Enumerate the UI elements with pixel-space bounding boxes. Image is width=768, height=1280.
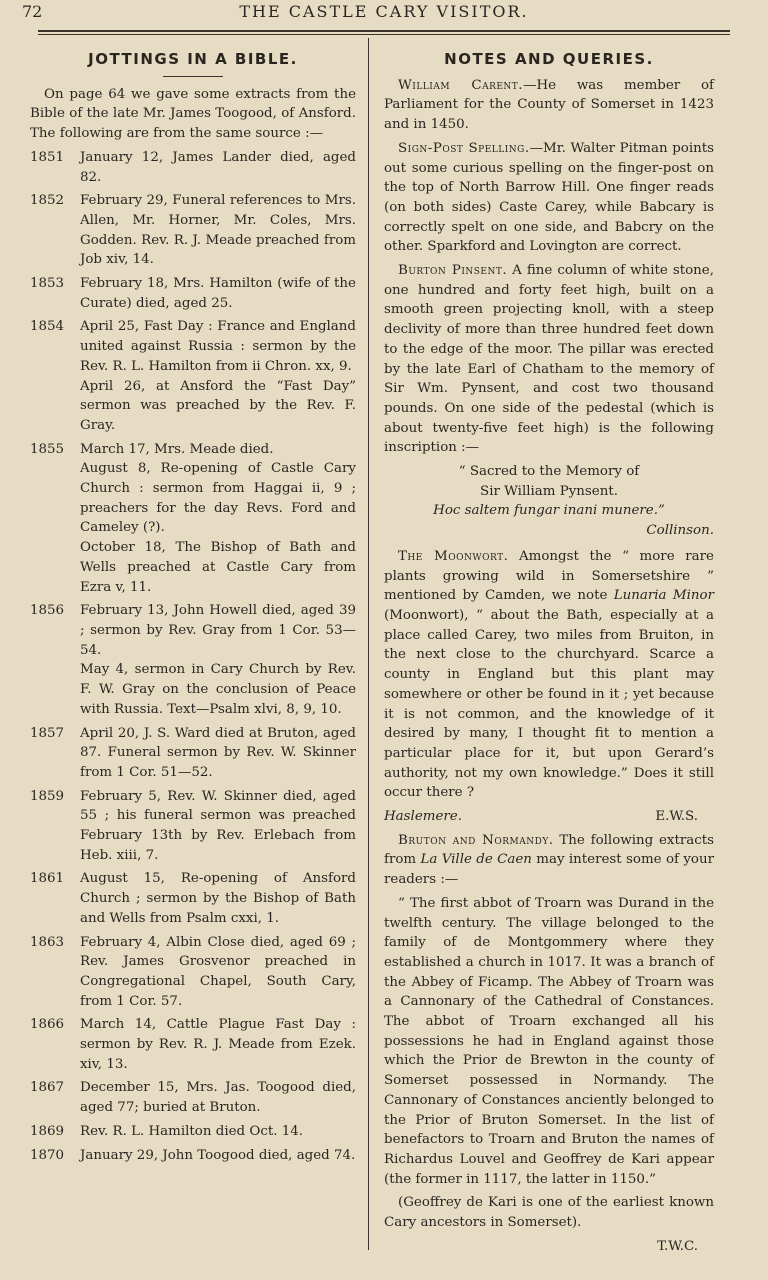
diary-entry bbox=[30, 1122, 356, 1142]
entry-text bbox=[80, 601, 356, 719]
entry-line: August 15, Re-opening of Ansford Church ; sermon by the Bishop of Bath and Wells from Psalm cxxi, 1. bbox=[80, 871, 356, 926]
note-body: Amongst the “ more rare plants growing wild in Somersetshire ” mentioned by Camden, we note bbox=[384, 548, 714, 604]
entry-year: 1867 bbox=[30, 1080, 65, 1096]
moonwort-signoff bbox=[384, 807, 714, 827]
entry-year: 1856 bbox=[30, 603, 65, 619]
entry-year: 1870 bbox=[30, 1147, 65, 1163]
diary-entry bbox=[30, 1146, 356, 1166]
latin-name: Lunaria Minor bbox=[613, 588, 714, 604]
note-body: A fine column of white stone, one hundred and forty feet high, built on a smooth green projecting knoll, with a steep declivity of more than three hundred feet down to the edge of the moor. The pillar was erected by the late Earl of Chatham to the memory of Sir Wm. Pynsent, and cost two thousand pounds. On one side of the pedestal (which is about twenty-five feet high) is the following inscription :— bbox=[384, 263, 714, 456]
entry-text bbox=[80, 191, 356, 270]
entry-text bbox=[80, 440, 356, 598]
entry-year: 1852 bbox=[30, 193, 65, 209]
note-carent bbox=[384, 76, 714, 135]
entry-text bbox=[80, 787, 356, 866]
bruton-note: (Geoffrey de Kari is one of the earliest known Cary ancestors in Somerset). bbox=[384, 1195, 714, 1231]
note-head: William Carent. bbox=[398, 77, 524, 93]
entry-line: February 4, Albin Close died, aged 69 ; Rev. James Grosvenor preached in Congregational Chapel, South Cary, from 1 Cor. 57. bbox=[80, 934, 356, 1009]
signoff-place: Haslemere. bbox=[384, 809, 462, 825]
entry-year: 1854 bbox=[30, 319, 65, 335]
inscription-attribution: Collinson. bbox=[646, 523, 714, 539]
entry-line: February 29, Funeral references to Mrs. Allen, Mr. Horner, Mr. Coles, Mrs. Godden. Rev. R. J. Meade preached from Job xiv, 14. bbox=[80, 193, 356, 268]
diary-entry bbox=[30, 787, 356, 866]
header-rule bbox=[38, 30, 730, 32]
entry-text bbox=[80, 274, 356, 313]
diary-entry bbox=[30, 1015, 356, 1074]
entry-line: October 18, The Bishop of Bath and Wells preached at Castle Cary from Ezra v, 11. bbox=[80, 540, 356, 595]
diary-entry bbox=[30, 1078, 356, 1117]
entry-year: 1859 bbox=[30, 788, 65, 804]
article-title-notes: NOTES AND QUERIES. bbox=[444, 50, 654, 68]
note-head: Sign-Post Spelling. bbox=[398, 140, 530, 156]
note-head: Burton Pinsent. bbox=[398, 263, 508, 279]
inscription-line-1: “ Sacred to the Memory of bbox=[458, 464, 640, 480]
entry-list bbox=[30, 148, 356, 1165]
left-column bbox=[30, 38, 356, 1169]
note-pinsent bbox=[384, 261, 714, 458]
entry-line: January 29, John Toogood died, aged 74. bbox=[80, 1147, 356, 1163]
note-body: The following extracts from bbox=[384, 832, 715, 868]
note-head: Bruton and Normandy. bbox=[398, 832, 554, 848]
diary-entry bbox=[30, 724, 356, 783]
entry-line: March 14, Cattle Plague Fast Day : sermon by Rev. R. J. Meade from Ezek. xiv, 13. bbox=[80, 1017, 356, 1072]
entry-year: 1861 bbox=[30, 871, 65, 887]
column-divider bbox=[368, 38, 369, 1250]
diary-entry bbox=[30, 317, 356, 435]
entry-text bbox=[80, 1122, 356, 1142]
diary-entry bbox=[30, 869, 356, 928]
note-bruton bbox=[384, 831, 714, 890]
entry-line: May 4, sermon in Cary Church by Rev. F. W. Gray on the conclusion of Peace with Russia. Text—Psalm xlvi, 8, 9, 10. bbox=[80, 662, 356, 717]
entry-line: February 13, John Howell died, aged 39 ; sermon by Rev. Gray from 1 Cor. 53—54. bbox=[80, 603, 356, 658]
entry-text bbox=[80, 1146, 356, 1166]
diary-entry bbox=[30, 440, 356, 598]
intro-paragraph: On page 64 we gave some extracts from the Bible of the late Mr. James Toogood, of Ansford. The following are from the same source :— bbox=[30, 86, 356, 142]
title-rule bbox=[163, 76, 223, 77]
diary-entry bbox=[30, 148, 356, 187]
entry-text bbox=[80, 933, 356, 1012]
note-body: —He was member of Parliament for the County of Somerset in 1423 and in 1450. bbox=[384, 77, 714, 133]
entry-line: February 5, Rev. W. Skinner died, aged 55 ; his funeral sermon was preached February 13th by Rev. Erlebach from Heb. xiii, 7. bbox=[80, 788, 356, 863]
running-title: THE CASTLE CARY VISITOR. bbox=[239, 2, 529, 21]
entry-text bbox=[80, 1015, 356, 1074]
diary-entry bbox=[30, 933, 356, 1012]
entry-line: December 15, Mrs. Jas. Toogood died, aged 77; buried at Bruton. bbox=[80, 1080, 356, 1116]
entry-year: 1869 bbox=[30, 1123, 65, 1139]
inscription-line-3: Hoc saltem fungar inani munere.” bbox=[433, 503, 665, 519]
entry-text bbox=[80, 148, 356, 187]
note-body-2: (Moonwort), “ about the Bath, especially at a place called Carey, two miles from Bruiton, in the next close to the churchyard. Scarce a county in England but this plant may somewhere or other be found in it ; yet because it is not common, and the knowledge of it desired by many, I thought fit to mention a particular place for it, but upon Gerard’s authority, not my own knowledge.” Does it still occur there ? bbox=[384, 607, 714, 801]
entry-year: 1857 bbox=[30, 725, 65, 741]
note-body: —Mr. Walter Pitman points out some curious spelling on the finger-post on the top of North Barrow Hill. One finger reads (on both sides) Caste Carey, while Babcary is correctly spelt on one side, and Babcry on the other. Sparkford and Lovington are correct. bbox=[384, 140, 714, 255]
entry-year: 1863 bbox=[30, 934, 65, 950]
entry-year: 1851 bbox=[30, 149, 65, 165]
inscription-line-2: Sir William Pynsent. bbox=[480, 483, 618, 499]
entry-year: 1853 bbox=[30, 276, 65, 292]
diary-entry bbox=[30, 601, 356, 719]
page-number: 72 bbox=[22, 2, 43, 21]
entry-line: March 17, Mrs. Meade died. bbox=[80, 441, 274, 457]
entry-line: January 12, James Lander died, aged 82. bbox=[80, 149, 356, 185]
page-header bbox=[0, 0, 768, 28]
diary-entry bbox=[30, 191, 356, 270]
note-moonwort bbox=[384, 547, 714, 803]
note-head: The Moonwort. bbox=[398, 548, 509, 564]
diary-entry bbox=[30, 274, 356, 313]
source-title: La Ville de Caen bbox=[420, 852, 532, 868]
bruton-quote: “ The first abbot of Troarn was Durand in the twelfth century. The village belonged to the family of de Montgommery where they established a church in 1017. It was a branch of the Abbey of Ficamp. The Abbey of Troarn was a Cannonary of the Cathedral of Constances. The abbot of Troarn exchanged all his possessions he had in England against those which the Prior de Brewton in the county of Somerset possessed in Normandy. The Cannonary of Constances anciently belonged to the Prior of Bruton Somerset. In the list of benefactors to Troarn and Bruton the names of Richardus Louvel and Geoffrey de Kari appear (the former in 1117, the latter in 1150.” bbox=[384, 895, 714, 1187]
header-rule-thin bbox=[38, 34, 730, 35]
right-column bbox=[384, 38, 714, 1260]
entry-line: April 20, J. S. Ward died at Bruton, aged 87. Funeral sermon by Rev. W. Skinner from 1 Cor. 51—52. bbox=[80, 725, 356, 780]
entry-line: April 25, Fast Day : France and England united against Russia : sermon by the Rev. R. L. Hamilton from ii Chron. xx, 9. bbox=[80, 319, 356, 374]
entry-text bbox=[80, 724, 356, 783]
entry-line: Rev. R. L. Hamilton died Oct. 14. bbox=[80, 1123, 304, 1139]
entry-year: 1866 bbox=[30, 1017, 65, 1033]
note-body-2: may interest some of your readers :— bbox=[384, 852, 714, 888]
entry-line: August 8, Re-opening of Castle Cary Church : sermon from Haggai ii, 9 ; preachers for the day Revs. Ford and Cameley (?). bbox=[80, 461, 356, 536]
entry-text bbox=[80, 317, 356, 435]
entry-year: 1855 bbox=[30, 441, 65, 457]
entry-line: February 18, Mrs. Hamilton (wife of the Curate) died, aged 25. bbox=[80, 276, 356, 311]
bruton-signature: T.W.C. bbox=[657, 1238, 698, 1254]
article-title-jottings: JOTTINGS IN A BIBLE. bbox=[88, 50, 298, 68]
entry-text bbox=[80, 1078, 356, 1117]
note-signpost bbox=[384, 139, 714, 257]
signoff-initials: E.W.S. bbox=[655, 809, 698, 825]
entry-line: April 26, at Ansford the “Fast Day” sermon was preached by the Rev. F. Gray. bbox=[80, 378, 356, 433]
entry-text bbox=[80, 869, 356, 928]
